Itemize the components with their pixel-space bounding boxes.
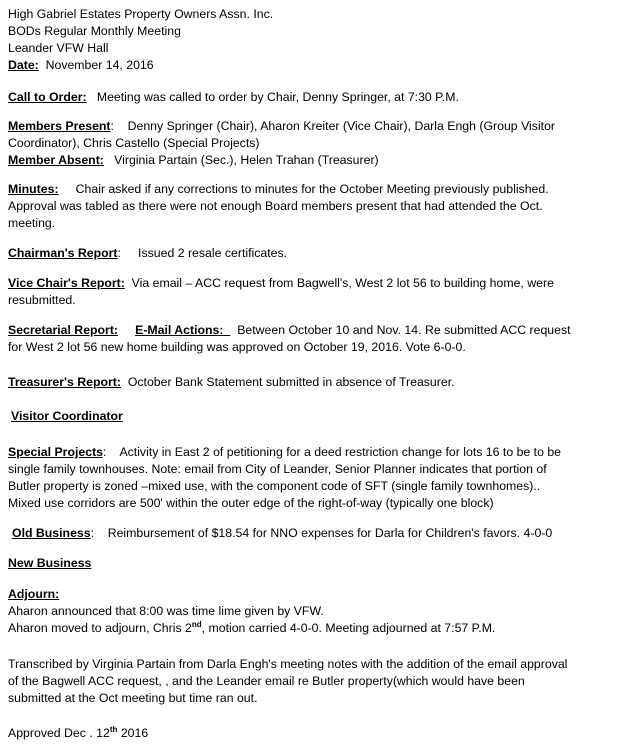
old-business-label: Old Business [12,526,91,540]
transcription-line3: submitted at the Oct meeting but time ran out. [8,691,258,705]
special-projects-line3: Butler property is zoned –mixed use, with the component code of SFT (single family townhomes).. [8,479,541,493]
minutes-section [8,181,549,198]
member-absent-label: Member Absent: [8,153,104,167]
special-projects-label: Special Projects [8,445,104,459]
members-present [8,118,555,135]
member-absent [8,152,379,169]
adjourn-line2-post: , motion carried 4-0-0. Meeting adjourned at 7:57 P.M. [201,621,496,635]
vice-chair-report-label: Vice Chair's Report: [8,276,125,290]
members-present-label: Members Present [8,119,111,133]
adjourn [8,586,59,603]
transcription-line2: of the Bagwell ACC request, , and the Leander email re Butler property(which would have been [8,674,525,688]
adjourn-line2-sup: nd [191,620,202,629]
adjourn-line1: Aharon announced that 8:00 was time lime given by VFW. [8,604,324,618]
minutes-line2: Approval was tabled as there were not enough Board members present that had attended the Oct. [8,199,543,213]
adjourn-line2 [8,620,495,637]
approved-sup: th [109,725,118,734]
vice-chair-report [8,275,554,292]
meeting-type: BODs Regular Monthly Meeting [8,24,181,38]
email-actions-label: E-Mail Actions: [135,323,224,337]
secretarial-report [8,322,571,339]
secretarial-report-line1: Between October 10 and Nov. 14. Re submitted ACC request [237,323,571,337]
chairman-report-colon: : [117,246,121,260]
date-label: Date: [8,58,39,72]
old-business-colon: : [90,526,95,540]
transcription-line1: Transcribed by Virginia Partain from Darla Engh's meeting notes with the addition of the email approval [8,657,568,671]
members-present-line2: Coordinator), Chris Castello (Special Projects) [8,136,260,150]
treasurer-report-label: Treasurer's Report: [8,375,121,389]
special-projects-line1: Activity in East 2 of petitioning for a deed restriction change for lots 16 to be to be [119,445,562,459]
chairman-report-label: Chairman's Report [8,246,118,260]
minutes-line3: meeting. [8,216,56,230]
call-to-order-label: Call to Order: [8,90,87,104]
members-present-colon: : [110,119,114,133]
call-to-order [8,89,459,106]
old-business-text: Reimbursement of $18.54 for NNO expenses for Darla for Children's favors. 4-0-0 [107,526,553,540]
treasurer-report-text: October Bank Statement submitted in absence of Treasurer. [127,375,455,389]
members-present-line1: Denny Springer (Chair), Aharon Kreiter (Vice Chair), Darla Engh (Group Visitor [127,119,556,133]
chairman-report [8,245,287,262]
special-projects-line2: single family townhouses. Note: email from City of Leander, Senior Planner indicates that portion of [8,462,547,476]
member-absent-text: Virginia Partain (Sec.), Helen Trahan (Treasurer) [114,153,379,167]
minutes-label: Minutes: [8,182,59,196]
visitor-coordinator [11,408,123,425]
special-projects [8,444,561,461]
approved-line [8,725,148,742]
special-projects-colon: : [103,445,107,459]
new-business-label: New Business [8,556,92,570]
date-value: November 14, 2016 [45,58,154,72]
new-business [8,555,91,572]
secretarial-report-line2: for West 2 lot 56 new home building was approved on October 19, 2016. Vote 6-0-0. [8,340,466,354]
adjourn-label: Adjourn: [8,587,60,601]
vice-chair-report-line2: resubmitted. [8,293,76,307]
chairman-report-text: Issued 2 resale certificates. [138,246,288,260]
approved-year: 2016 [117,726,149,740]
vice-chair-report-line1: Via email – ACC request from Bagwell's, West 2 lot 56 to building home, were [131,276,554,290]
meeting-location: Leander VFW Hall [8,41,109,55]
secretarial-report-label: Secretarial Report: [8,323,119,337]
org-name: High Gabriel Estates Property Owners Assn. Inc. [8,7,274,21]
treasurer-report [8,374,455,391]
approved-text: Approved Dec . 12 [8,726,110,740]
visitor-coordinator-label: Visitor Coordinator [11,409,123,423]
special-projects-line4: Mixed use corridors are 500' within the outer edge of the right-of-way (typically one block) [8,496,494,510]
call-to-order-text: Meeting was called to order by Chair, Denny Springer, at 7:30 P.M. [96,90,459,104]
adjourn-line2-text: Aharon moved to adjourn, Chris 2 [8,621,192,635]
meeting-date [8,57,154,74]
minutes-line1: Chair asked if any corrections to minutes for the October Meeting previously published. [75,182,549,196]
old-business [12,525,552,542]
